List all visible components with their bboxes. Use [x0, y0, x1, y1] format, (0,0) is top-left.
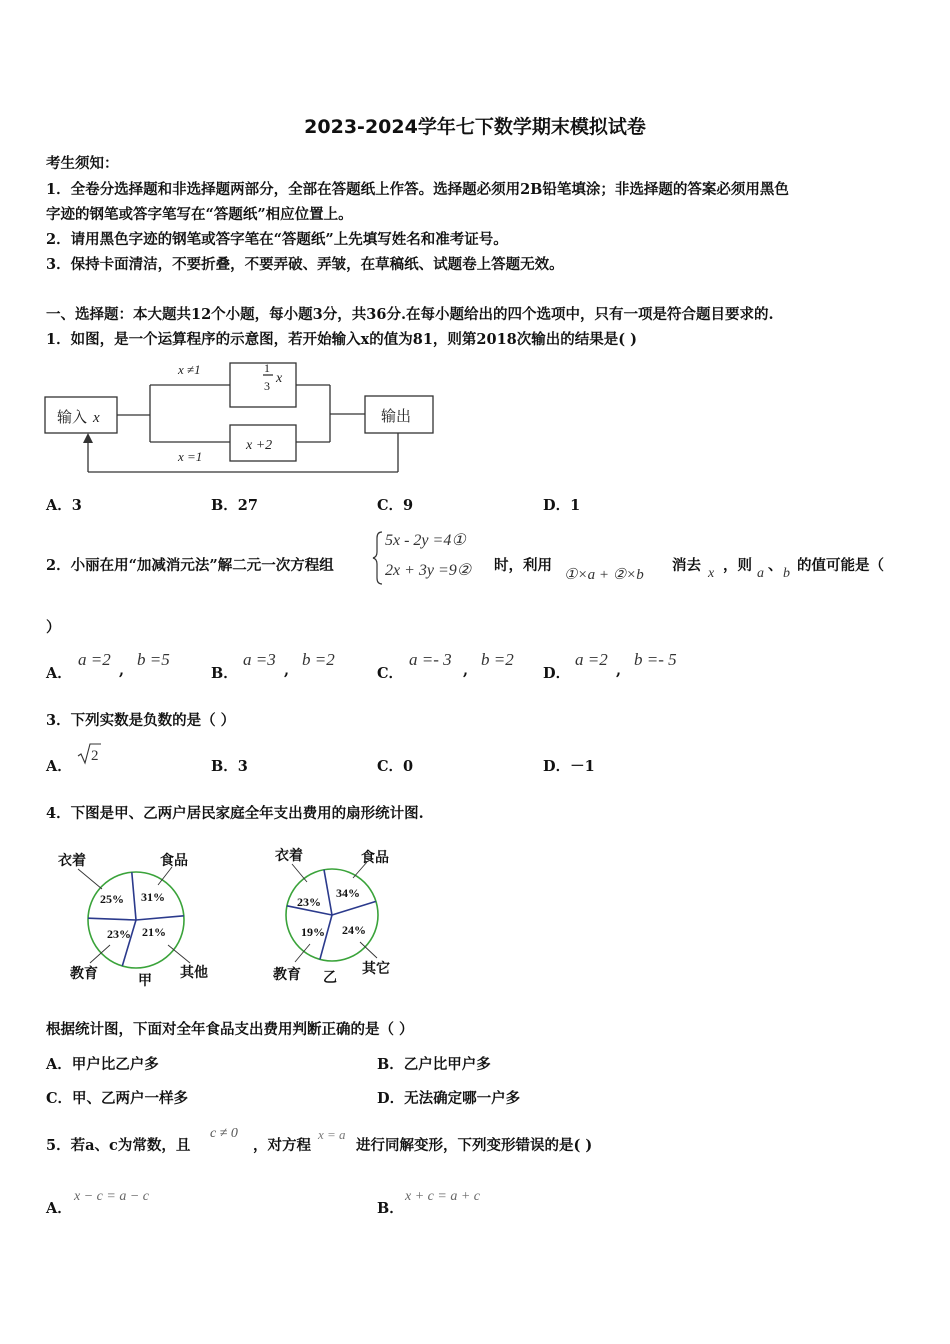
notice-item-3: 3．保持卡面清洁，不要折叠，不要弄破、弄皱，在草稿纸、试题卷上答题无效。	[46, 256, 564, 273]
notice-heading: 考生须知：	[46, 155, 119, 172]
variable-a: a	[757, 566, 764, 581]
q5-option-a: x − c = a − c	[74, 1189, 149, 1204]
pie-jia-other-value: 21%	[142, 925, 166, 939]
pie-jia-education-value: 23%	[107, 927, 131, 941]
pie-jia-food-label: 食品	[160, 854, 188, 869]
question-4-stem: 4．下图是甲、乙两户居民家庭全年支出费用的扇形统计图.	[46, 805, 424, 822]
pie-yi-name: 乙	[323, 971, 337, 986]
pie-yi-other-label: 其它	[362, 962, 390, 977]
question-2-stem-part-2: 时，利用	[494, 557, 552, 574]
system-equation-2: 2x + 3y =9②	[385, 562, 472, 579]
eliminated-variable: x	[708, 566, 715, 581]
loop-arrow-head	[83, 433, 93, 443]
sqrt-symbol	[76, 742, 102, 766]
pie-jia-food-value: 31%	[141, 890, 165, 904]
question-5-stem-part-2: ，对方程	[253, 1137, 311, 1154]
pie-jia-clothing-label: 衣着	[58, 854, 86, 869]
pie-yi-food-value: 34%	[336, 886, 360, 900]
q2-option-b-label: B．	[211, 665, 238, 682]
question-3-stem: 3．下列实数是负数的是（ ）	[46, 712, 236, 729]
q1-option-b: B．27	[211, 497, 258, 514]
question-2-stem-part-3: 消去	[672, 557, 701, 574]
q3-option-b: B．3	[211, 758, 248, 775]
q3-option-a: A．	[46, 758, 72, 775]
q3-option-d: D．－1	[543, 758, 595, 775]
input-var: x	[93, 410, 100, 426]
question-2-stem-part-4: ，则	[723, 557, 752, 574]
q3-option-c: C．0	[377, 758, 414, 775]
q2-option-a-label: A．	[46, 665, 72, 682]
q4-option-c: C．甲、乙两户一样多	[46, 1090, 189, 1107]
pie-yi-other-value: 24%	[342, 923, 366, 937]
system-brace	[372, 530, 384, 586]
variable-separator: 、	[768, 557, 783, 574]
question-5-stem-part-1: 5．若a、c为常数，且	[46, 1137, 191, 1154]
pie-jia-other-label: 其他	[180, 966, 208, 981]
fraction-denominator: 3	[264, 379, 270, 393]
question-2-close-paren: ）	[46, 619, 61, 636]
pie-jia-name: 甲	[138, 974, 152, 989]
notice-item-2: 2．请用黑色字迹的钢笔或答字笔在“答题纸”上先填写姓名和准考证号。	[46, 231, 508, 248]
condition-bottom: x =1	[178, 449, 203, 464]
condition-top: x ≠1	[178, 362, 201, 377]
operation-top-box	[230, 363, 296, 407]
fraction-numerator: 1	[264, 361, 270, 375]
pie-chart-yi	[265, 840, 440, 990]
pie-yi-slice-boundary-1	[332, 901, 376, 915]
flowchart-diagram	[40, 355, 440, 480]
q2-option-b-value-b: b =2	[302, 650, 335, 669]
pie-yi-education-label: 教育	[273, 968, 301, 983]
elimination-expression: ①×a + ②×b	[564, 567, 644, 583]
pie-yi-education-value: 19%	[301, 925, 325, 939]
pie-jia-slice-boundary-1	[136, 916, 184, 920]
question-4-follow: 根据统计图，下面对全年食品支出费用判断正确的是（ ）	[46, 1021, 414, 1038]
pie-yi-slice-boundary-0	[324, 870, 332, 915]
pie-jia-clothing-value: 25%	[100, 892, 124, 906]
q2-option-c-value-b: b =2	[481, 650, 514, 669]
pie-chart-jia	[50, 845, 225, 990]
q2-option-d-label: D．	[543, 665, 571, 682]
pie-yi-clothing-label: 衣着	[275, 849, 303, 864]
q2-option-d-value-a: a =2	[575, 650, 608, 669]
q5-option-b: x + c = a + c	[405, 1189, 480, 1204]
q5-condition: c ≠ 0	[210, 1126, 238, 1141]
pie-jia-slice-boundary-3	[88, 918, 136, 920]
q4-option-b: B．乙户比甲户多	[377, 1056, 491, 1073]
notice-item-1-line-2: 字迹的钢笔或答字笔写在“答题纸”相应位置上。	[46, 206, 353, 223]
q5-option-a-label: A．	[46, 1200, 72, 1217]
page-title: 2023-2024学年七下数学期末模拟试卷	[304, 116, 646, 138]
operation-bottom-label: x +2	[246, 438, 273, 453]
operation-top-var: x	[276, 371, 283, 386]
sqrt-argument: 2	[91, 748, 99, 764]
q1-option-d: D．1	[543, 497, 581, 514]
notice-item-1-line-1: 1．全卷分选择题和非选择题两部分，全部在答题纸上作答。选择题必须用2B铅笔填涂；非选择题的答案必须用黑色	[46, 181, 789, 198]
pie-yi-food-label: 食品	[361, 851, 389, 866]
q2-option-c-label: C．	[377, 665, 404, 682]
pie-jia-slice-boundary-0	[132, 872, 136, 920]
q5-option-b-label: B．	[377, 1200, 404, 1217]
variable-b: b	[783, 566, 790, 581]
pie-yi-clothing-value: 23%	[297, 895, 321, 909]
q4-option-a: A．甲户比乙户多	[46, 1056, 159, 1073]
q2-option-a-value-a: a =2	[78, 650, 111, 669]
q1-option-a: A．3	[46, 497, 82, 514]
system-equation-1: 5x - 2y =4①	[385, 532, 466, 549]
pie-jia-education-label: 教育	[70, 967, 98, 982]
question-1-stem: 1．如图，是一个运算程序的示意图，若开始输入x的值为81，则第2018次输出的结果是( )	[46, 331, 638, 348]
q1-option-c: C．9	[377, 497, 414, 514]
q2-option-a-value-b: b =5	[137, 650, 170, 669]
question-5-stem-part-3: 进行同解变形，下列变形错误的是( )	[356, 1137, 593, 1154]
section-heading: 一、选择题：本大题共12个小题，每小题3分，共36分.在每小题给出的四个选项中，只有一项是符合题目要求的.	[46, 306, 774, 323]
input-label: 输入	[57, 410, 88, 426]
output-label: 输出	[381, 409, 412, 425]
question-2-stem-part-1: 2．小丽在用“加减消元法”解二元一次方程组	[46, 557, 334, 574]
q2-option-d-value-b: b =- 5	[634, 650, 677, 669]
q4-option-d: D．无法确定哪一户多	[377, 1090, 521, 1107]
q2-option-c-value-a: a =- 3	[409, 650, 452, 669]
q2-option-b-value-a: a =3	[243, 650, 276, 669]
question-2-stem-part-5: 的值可能是（	[797, 557, 884, 574]
q5-equation: x = a	[318, 1127, 346, 1142]
